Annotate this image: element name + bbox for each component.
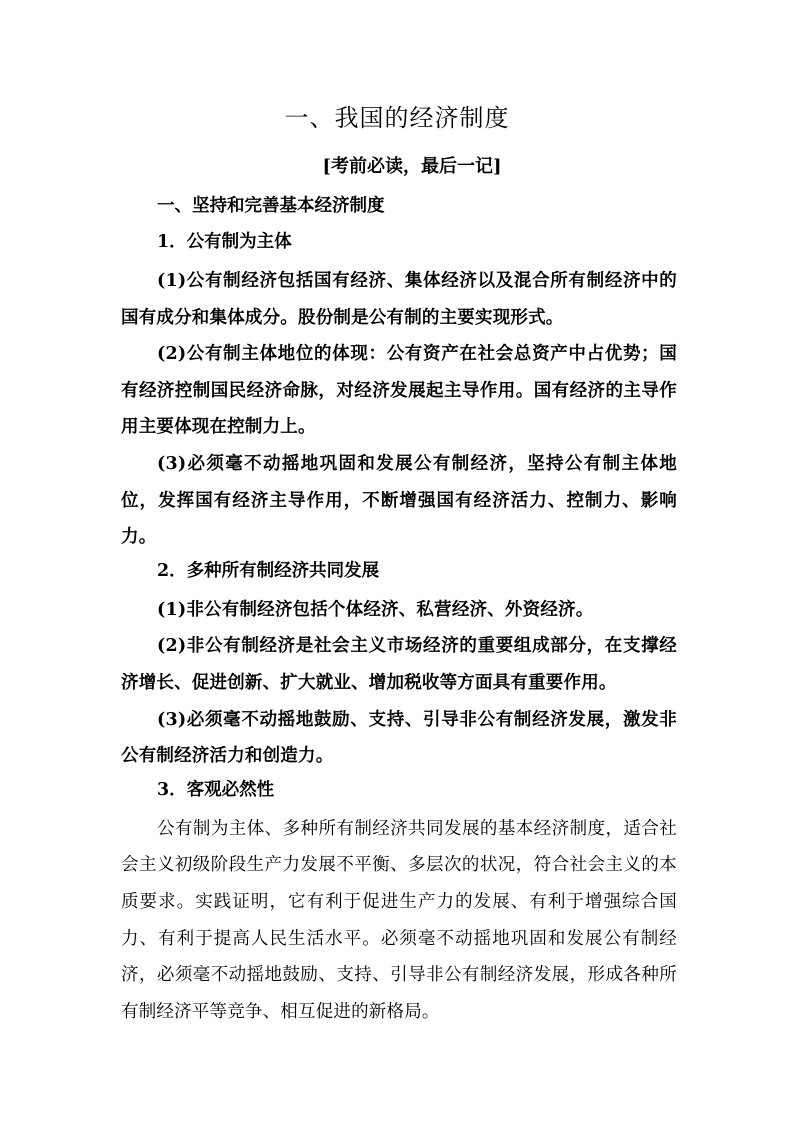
item1-heading: 1．公有制为主体 <box>157 232 292 252</box>
page-subtitle: [考前必读，最后一记] <box>322 156 502 177</box>
page-title: 一、我国的经济制度 <box>284 104 510 132</box>
section-heading: 一、坚持和完善基本经济制度 <box>157 196 385 216</box>
item1-paragraph-1: (1)公有制经济包括国有经济、集体经济以及混合所有制经济中的国有成分和集体成分。股份制是公有制的主要实现形式。 <box>121 271 677 328</box>
item3-heading: 3．客观必然性 <box>157 779 275 800</box>
item3-paragraph-1: 公有制为主体、多种所有制经济共同发展的基本经济制度，适合社会主义初级阶段生产力发展不平衡、多层次的状况，符合社会主义的本质要求。实践证明，它有利于促进生产力的发展、有利于增强综合国力、有利于提高人民生活水平。必须毫不动摇地巩固和发展公有制经济，必须毫不动摇地鼓励、支持、引导非公有制经济发展，形成各种所有制经济平等竞争、相互促进的新格局。 <box>121 818 677 1022</box>
item2-paragraph-1: (1)非公有制经济包括个体经济、私营经济、外资经济。 <box>157 599 594 620</box>
item2-paragraph-2: (2)非公有制经济是社会主义市场经济的重要组成部分，在支撑经济增长、促进创新、扩大就业、增加税收等方面具有重要作用。 <box>121 636 677 693</box>
item1-paragraph-2: (2)公有制主体地位的体现：公有资产在社会总资产中占优势；国有经济控制国民经济命脉，对经济发展起主导作用。国有经济的主导作用主要体现在控制力上。 <box>121 344 677 438</box>
item2-heading: 2．多种所有制经济共同发展 <box>157 560 380 581</box>
item1-paragraph-3: (3)必须毫不动摇地巩固和发展公有制经济，坚持公有制主体地位，发挥国有经济主导作用，不断增强国有经济活力、控制力、影响力。 <box>121 453 677 548</box>
document-body <box>121 191 677 1030</box>
item2-paragraph-3: (3)必须毫不动摇地鼓励、支持、引导非公有制经济发展，激发非公有制经济活力和创造力。 <box>121 709 677 767</box>
